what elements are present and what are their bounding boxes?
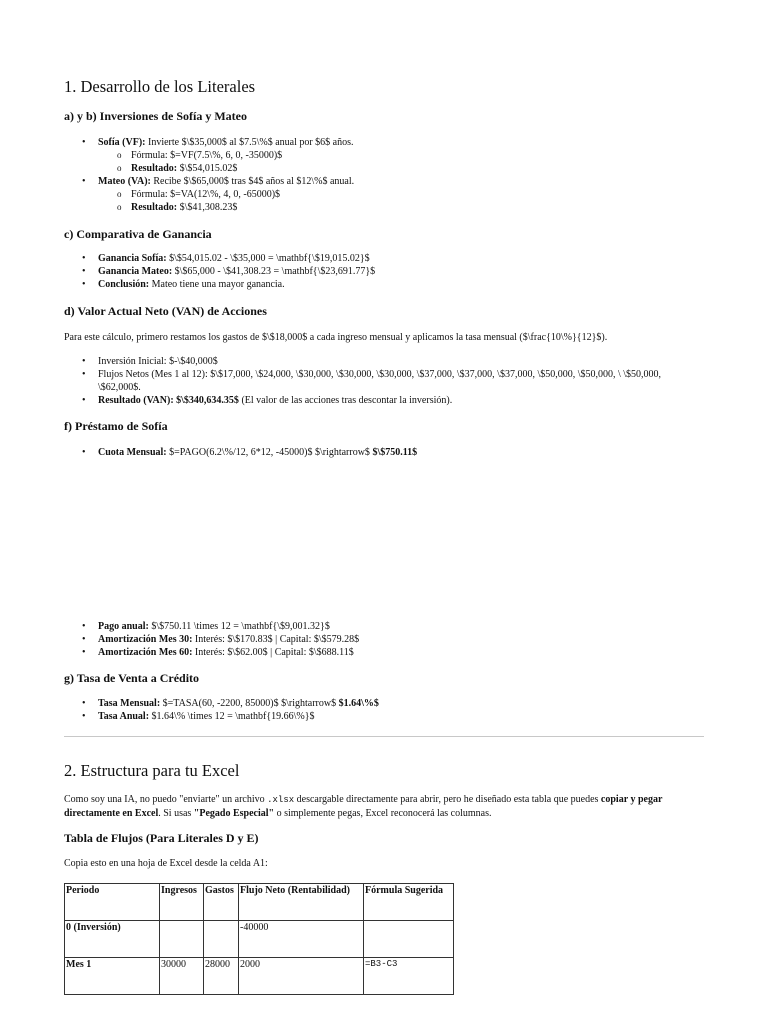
heading-g: g) Tasa de Venta a Crédito	[64, 671, 200, 685]
file-extension-code: .xlsx	[267, 795, 295, 805]
tasa-mensual: • Tasa Mensual: $=TASA(60, -2200, 85000)$ $\rightarrow$ $1.64\%$	[64, 697, 704, 710]
inversion-inicial: • Inversión Inicial: $-\$40,000$	[64, 355, 704, 368]
table-instruction: Copia esto en una hoja de Excel desde la celda A1:	[64, 858, 268, 869]
cell-periodo: Mes 1	[65, 958, 160, 995]
conclusion: • Conclusión: Mateo tiene una mayor ganancia.	[64, 278, 704, 291]
header-formula: Fórmula Sugerida	[364, 884, 454, 921]
heading-f: f) Préstamo de Sofía	[64, 419, 168, 433]
cell-formula	[364, 921, 454, 958]
list-d	[64, 355, 704, 407]
flujos-netos: • Flujos Netos (Mes 1 al 12): $\$17,000, \$24,000, \$30,000, \$30,000, \$30,000, \$37,000, \$37,000, \$37,000, \$50,000, \$50,000, \ \$50,000, \$62,000$.	[64, 368, 704, 394]
cell-periodo: 0 (Inversión)	[65, 921, 160, 958]
cell-ingresos: 30000	[160, 958, 204, 995]
list-f-top	[64, 446, 704, 459]
header-periodo: Periodo	[65, 884, 160, 921]
flujos-table	[64, 883, 454, 995]
section-1-title: 1. Desarrollo de los Literales	[64, 77, 256, 96]
list-c	[64, 252, 704, 291]
cell-gastos	[204, 921, 239, 958]
cell-formula: =B3-C3	[364, 958, 454, 995]
ganancia-sofia: • Ganancia Sofía: $\$54,015.02 - \$35,000 = \mathbf{\$19,015.02}$	[64, 252, 704, 265]
cell-gastos: 28000	[204, 958, 239, 995]
cell-flujo-neto: 2000	[239, 958, 364, 995]
table-row	[65, 958, 454, 995]
header-flujo-neto: Flujo Neto (Rentabilidad)	[239, 884, 364, 921]
cell-flujo-neto: -40000	[239, 921, 364, 958]
list-item-sofia: • Sofía (VF): Invierte $\$35,000$ al $7.5\%$ anual por $6$ años. o Fórmula: $=VF(7.5\%, 6, 0, -35000)$ o Resultado: $\$54,015.02$	[64, 136, 704, 175]
paragraph-excel: Como soy una IA, no puedo "enviarte" un archivo .xlsx descargable directamente para abrir, pero he diseñado esta tabla que puedes copiar y pegar directamente en Excel. Si usas "Pegado Especial" o simplemente pegas, Excel reconocerá las columnas.	[64, 794, 663, 819]
heading-c: c) Comparativa de Ganancia	[64, 227, 212, 241]
heading-ab: a) y b) Inversiones de Sofía y Mateo	[64, 109, 247, 123]
table-header-row	[65, 884, 454, 921]
amortizacion-mes-60: • Amortización Mes 60: Interés: $\$62.00$ | Capital: $\$688.11$	[64, 646, 704, 659]
table-row	[65, 921, 454, 958]
amortizacion-mes-30: • Amortización Mes 30: Interés: $\$170.83$ | Capital: $\$579.28$	[64, 633, 704, 646]
header-ingresos: Ingresos	[160, 884, 204, 921]
tasa-anual: • Tasa Anual: $1.64\% \times 12 = \mathbf{19.66\%}$	[64, 710, 704, 723]
resultado-van: • Resultado (VAN): $\$340,634.35$ (El valor de las acciones tras descontar la inversión).	[64, 394, 704, 407]
heading-d: d) Valor Actual Neto (VAN) de Acciones	[64, 304, 267, 318]
sofia-result: o Resultado: $\$54,015.02$	[98, 162, 704, 175]
list-item-mateo: • Mateo (VA): Recibe $\$65,000$ tras $4$ años al $12\%$ anual. o Fórmula: $=VA(12\%, 4, 0, -65000)$ o Resultado: $\$41,308.23$	[64, 175, 704, 214]
list-g	[64, 697, 704, 723]
ganancia-mateo: • Ganancia Mateo: $\$65,000 - \$41,308.23 = \mathbf{\$23,691.77}$	[64, 265, 704, 278]
cuota-mensual: • Cuota Mensual: $=PAGO(6.2\%/12, 6*12, -45000)$ $\rightarrow$ $\$750.11$	[64, 446, 704, 459]
sofia-formula: o Fórmula: $=VF(7.5\%, 6, 0, -35000)$	[98, 149, 704, 162]
header-gastos: Gastos	[204, 884, 239, 921]
mateo-formula: o Fórmula: $=VA(12\%, 4, 0, -65000)$	[98, 188, 704, 201]
list-f-bottom	[64, 620, 704, 659]
mateo-result: o Resultado: $\$41,308.23$	[98, 201, 704, 214]
paragraph-d: Para este cálculo, primero restamos los gastos de $\$18,000$ a cada ingreso mensual y aplicamos la tasa mensual ($\frac{10\%}{12}$).	[64, 332, 608, 343]
list-ab	[64, 136, 704, 214]
table-heading: Tabla de Flujos (Para Literales D y E)	[64, 831, 259, 845]
section-2-title: 2. Estructura para tu Excel	[64, 761, 240, 780]
pago-anual: • Pago anual: $\$750.11 \times 12 = \mathbf{\$9,001.32}$	[64, 620, 704, 633]
section-divider	[64, 736, 704, 737]
cell-ingresos	[160, 921, 204, 958]
